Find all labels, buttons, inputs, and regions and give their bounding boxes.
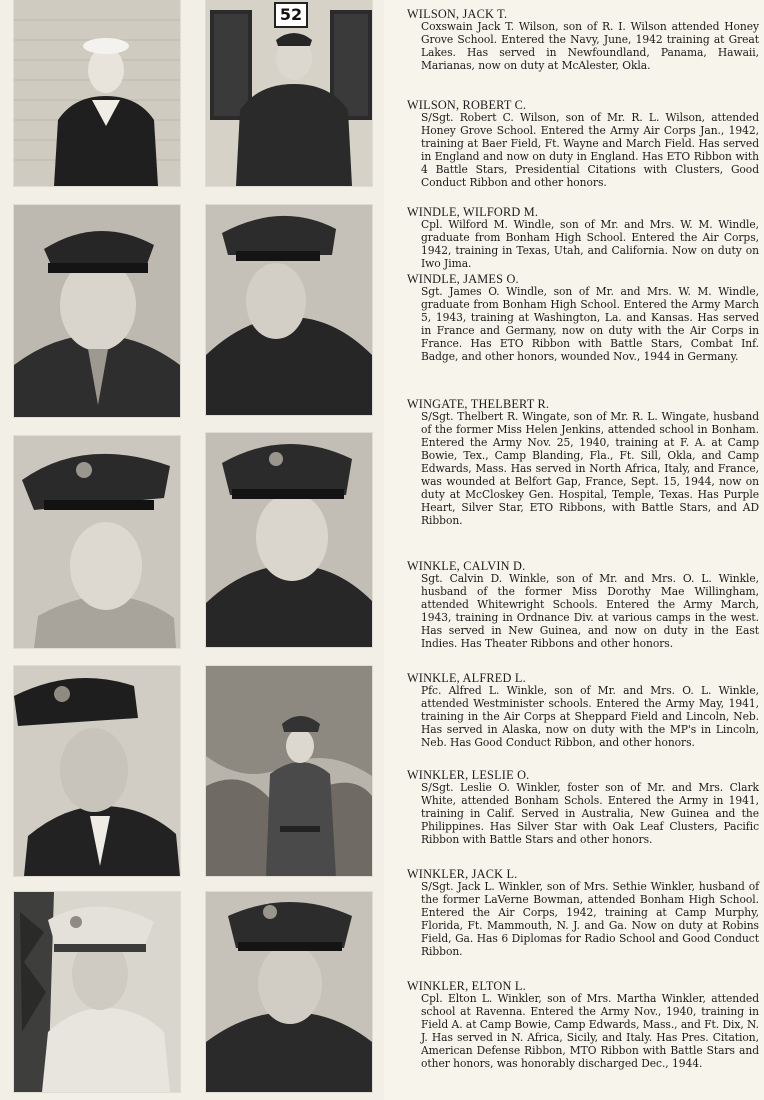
bio-text: Sgt. James O. Windle, son of Mr. and Mrs. W. M. Windle, graduate from Bonham High School. Entered the Army March 5, 1943, training at Washington, La. and Kansas. Has served in France and Germany, now on duty with the Air Corps in France. Has ETO Ribbon with Battle Stars, Combat Inf. Badge, and other honors, wounded Nov., 1944 in Germany.	[421, 285, 759, 363]
portrait-winkler-jack	[14, 892, 180, 1092]
bio-entry	[407, 868, 759, 980]
portrait-windle-james	[206, 205, 372, 415]
bio-name: WINKLE, ALFRED L.	[407, 671, 526, 685]
bio-text: Sgt. Calvin D. Winkle, son of Mr. and Mrs. O. L. Winkle, husband of the former Miss Dorothy Mae Willingham, attended Whitewright Schools. Entered the Army March, 1943, training in Ordnance Div. at various camps in the west. Has served in New Guinea, and now on duty in the East Indies. Has Theater Ribbons and other honors.	[421, 572, 759, 650]
bio-name: WINKLE, CALVIN D.	[407, 559, 526, 573]
bio-entry	[407, 273, 759, 398]
bio-entry	[407, 980, 759, 1092]
bio-text: Coxswain Jack T. Wilson, son of R. I. Wilson attended Honey Grove School. Entered the Navy, June, 1942 training at Great Lakes. Has served in Newfoundland, Panama, Hawaii, Marianas, now on duty at McAlester, Okla.	[421, 20, 759, 73]
portrait-winkle-calvin	[206, 433, 372, 647]
portrait-windle-wilford	[14, 205, 180, 417]
bio-name: WINKLER, ELTON L.	[407, 979, 526, 993]
bio-name: WILSON, JACK T.	[407, 7, 508, 21]
bio-entry	[407, 398, 759, 560]
bio-name: WINDLE, JAMES O.	[407, 272, 519, 286]
bio-text: Pfc. Alfred L. Winkle, son of Mr. and Mrs. O. L. Winkle, attended Westminister schools. Entered the Army May, 1941, training in the Air Corps at Sheppard Field and Lincoln, Neb. Has served in Alaska, now on duty with the MP's in Lincoln, Neb. Has Good Conduct Ribbon, and other honors.	[421, 684, 759, 750]
bio-entry	[407, 99, 759, 206]
bio-text: S/Sgt. Robert C. Wilson, son of Mr. R. L. Wilson, attended Honey Grove School. Entered the Army Air Corps Jan., 1942, training at Baer Field, Ft. Wayne and March Field. Has served in England and now on duty in England. Has ETO Ribbon with 4 Battle Stars, Presidential Citations with Clusters, Good Conduct Ribbon and other honors.	[421, 111, 759, 189]
bio-text: S/Sgt. Leslie O. Winkler, foster son of Mr. and Mrs. Clark White, attended Bonham Schols. Entered the Army in 1941, training in Calif. Served in Australia, New Guinea and the Philippines. Has Silver Star with Oak Leaf Clusters, Pacific Ribbon with Battle Stars and other honors.	[421, 781, 759, 847]
bio-name: WINDLE, WILFORD M.	[407, 205, 539, 219]
portrait-wilson-robert	[206, 0, 372, 186]
bio-name: WINGATE, THELBERT R.	[407, 397, 550, 411]
bio-text: S/Sgt. Thelbert R. Wingate, son of Mr. R. L. Wingate, husband of the former Miss Helen Jenkins, attended school in Bonham. Entered the Army Nov. 25, 1940, training at F. A. at Camp Bowie, Tex., Camp Blanding, Fla., Ft. Sill, Okla, and Camp Edwards, Mass. Has served in North Africa, Italy, and France, was wounded at Belfort Gap, France, Sept. 15, 1944, now on duty at McCloskey Gen. Hospital, Temple, Texas. Has Purple Heart, Silver Star, ETO Ribbons, with Battle Stars, and AD Ribbon.	[421, 410, 759, 527]
bio-entry	[407, 769, 759, 868]
bio-entry	[407, 206, 759, 273]
bio-entry	[407, 560, 759, 672]
bio-name: WILSON, ROBERT C.	[407, 98, 527, 112]
portrait-winkler-elton	[206, 892, 372, 1092]
bio-entry	[407, 672, 759, 769]
biography-column	[407, 8, 759, 1092]
bio-name: WINKLER, LESLIE O.	[407, 768, 530, 782]
house-number: 52	[274, 2, 308, 28]
portrait-winkle-alfred	[14, 666, 180, 876]
bio-text: Cpl. Elton L. Winkler, son of Mrs. Martha Winkler, attended school at Ravenna. Entered the Army Nov., 1940, training in Field A. at Camp Bowie, Camp Edwards, Mass., and Ft. Dix, N. J. Has served in N. Africa, Sicily, and Italy. Has Pres. Citation, American Defense Ribbon, MTO Ribbon with Battle Stars and other honors, was honorably discharged Dec., 1944.	[421, 992, 759, 1070]
portrait-wingate-thelbert	[14, 436, 180, 648]
portrait-wilson-jack	[14, 0, 180, 186]
portrait-winkler-leslie	[206, 666, 372, 876]
bio-entry	[407, 8, 759, 99]
bio-text: Cpl. Wilford M. Windle, son of Mr. and Mrs. W. M. Windle, graduate from Bonham High School. Entered the Air Corps, 1942, training in Texas, Utah, and California. Now on duty on Iwo Jima.	[421, 218, 759, 271]
bio-text: S/Sgt. Jack L. Winkler, son of Mrs. Sethie Winkler, husband of the former LaVerne Bowman, attended Bonham High School. Entered the Air Corps, 1942, training at Camp Murphy, Florida, Ft. Mammouth, N. J. and Ga. Now on duty at Robins Field, Ga. Has 6 Diplomas for Radio School and Good Conduct Ribbon.	[421, 880, 759, 958]
bio-name: WINKLER, JACK L.	[407, 867, 518, 881]
